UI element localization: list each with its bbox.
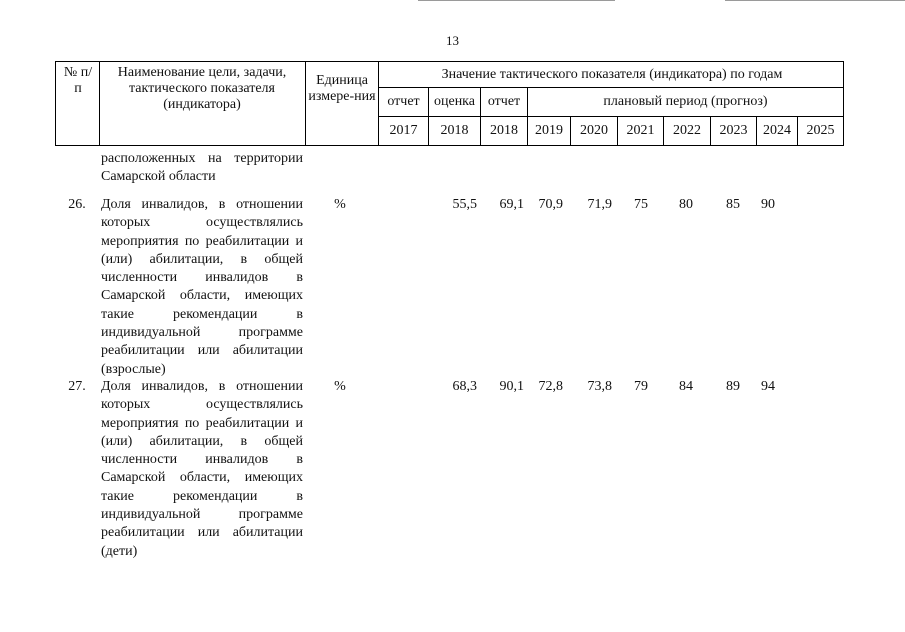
header-year: 2020 xyxy=(580,123,608,138)
row-value: 90,1 xyxy=(499,379,524,394)
header-year: 2024 xyxy=(763,123,791,138)
header-year: 2018 xyxy=(490,123,518,138)
row-unit: % xyxy=(334,197,346,212)
header-year: 2018 xyxy=(440,123,469,138)
row-value: 73,8 xyxy=(587,379,612,394)
row-unit: % xyxy=(334,379,346,394)
header-year: 2025 xyxy=(806,123,835,138)
header-unit: Единица измере-ния xyxy=(308,73,376,104)
row-value: 71,9 xyxy=(587,197,612,212)
row-value: 90 xyxy=(761,197,775,212)
row-name: Доля инвалидов, в отношении которых осуществлялись мероприятия по реабилитации и (или) абилитации, в общей численности инвалидов в Самарской области, имеющих такие рекомендации в индивидуальной программе реабилитации или абилитации (взрослые) xyxy=(101,197,303,377)
header-report: отчет xyxy=(387,94,420,109)
row-value: 72,8 xyxy=(538,379,563,394)
row-value: 75 xyxy=(634,197,648,212)
row-value: 94 xyxy=(761,379,775,394)
table-row xyxy=(55,196,844,377)
row-name: Доля инвалидов, в отношении которых осуществлялись мероприятия по реабилитации и (или) абилитации, в общей численности инвалидов в Самарской области, имеющих такие рекомендации в индивидуальной программе реабилитации или абилитации (дети) xyxy=(101,379,303,559)
header-report-2: отчет xyxy=(487,94,521,109)
header-num: № п/п xyxy=(63,65,93,96)
header-name: Наименование цели, задачи, тактического показателя (индикатора) xyxy=(117,65,287,112)
scan-line xyxy=(418,0,615,1)
scan-line xyxy=(725,0,905,1)
continuation-row xyxy=(55,150,844,190)
row-number: 26. xyxy=(68,197,86,212)
continuation-text: расположенных на территории Самарской области xyxy=(101,151,303,185)
header-year: 2021 xyxy=(626,123,655,138)
header-values-title: Значение тактического показателя (индикатора) по годам xyxy=(441,66,783,82)
table-row xyxy=(55,378,844,559)
row-value: 89 xyxy=(726,379,740,394)
row-value: 84 xyxy=(679,379,693,394)
header-estimate: оценка xyxy=(433,94,475,109)
row-value: 85 xyxy=(726,197,740,212)
header-planned-period: плановый период (прогноз) xyxy=(603,94,768,109)
header-year: 2017 xyxy=(389,123,418,138)
row-value: 70,9 xyxy=(538,197,563,212)
row-value: 80 xyxy=(679,197,693,212)
row-value: 79 xyxy=(634,379,648,394)
row-value: 68,3 xyxy=(452,379,477,394)
header-year: 2022 xyxy=(673,123,701,138)
header-year: 2019 xyxy=(535,123,563,138)
row-value: 69,1 xyxy=(499,197,524,212)
row-value: 55,5 xyxy=(452,197,477,212)
page-number: 13 xyxy=(446,33,459,48)
header-year: 2023 xyxy=(719,123,748,138)
table-header xyxy=(55,61,844,146)
row-number: 27. xyxy=(68,379,86,394)
